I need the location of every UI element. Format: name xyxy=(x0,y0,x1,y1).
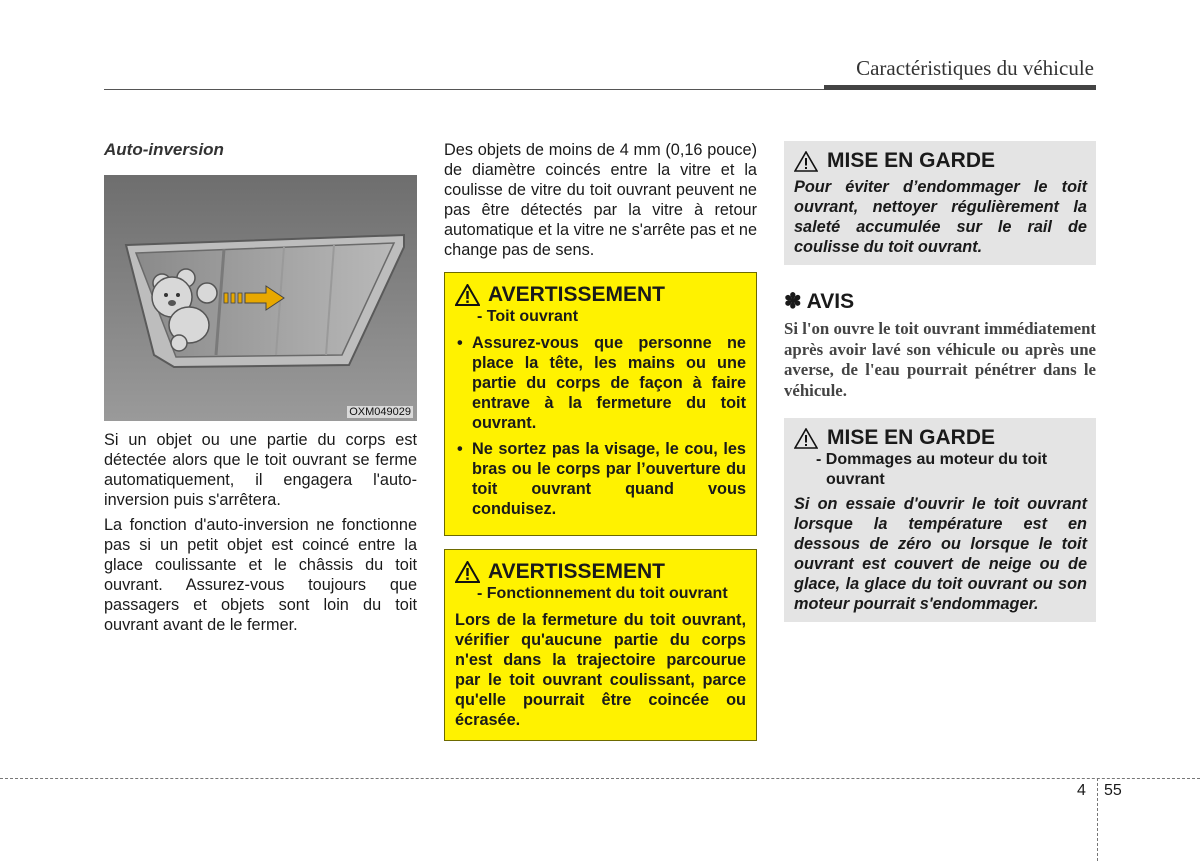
caution-triangle-icon xyxy=(794,151,818,172)
list-item: • Assurez-vous que personne ne place la tête, les mains ou une partie du corps de façon à faire entrave à la fermeture du toit ouvrant. xyxy=(455,333,746,433)
warning-title: AVERTISSEMENT xyxy=(488,560,665,583)
intro-paragraph: Des objets de moins de 4 mm (0,16 pouce) de diamètre coincés entre la vitre et la coulisse de vitre du toit ouvrant peuvent ne pas être détectés par la vitre à retour automatique et la vitre ne s'arrête pas et ne change pas de sens. xyxy=(444,141,757,259)
notice-heading: ✽ AVIS xyxy=(784,290,855,313)
warning-box-sunroof xyxy=(444,272,757,536)
left-column xyxy=(104,140,417,635)
caution-subtitle: - Dommages au moteur du toit ouvrant xyxy=(816,451,1048,488)
caution-box-cleaning xyxy=(784,141,1096,265)
caution-body: Si on essaie d'ouvrir le toit ouvrant lorsque la température est en dessous de zéro ou lorsque le toit ouvrant est couvert de neige ou de glace, la glace du toit ouvrant ou son moteur pourrait s'endommager. xyxy=(794,495,1087,613)
right-column xyxy=(784,141,1096,622)
warning-bullet-list xyxy=(455,333,746,519)
middle-column xyxy=(444,140,757,741)
warning-subtitle: - Fonctionnement du toit ouvrant xyxy=(477,585,728,602)
footer-divider xyxy=(0,778,1200,779)
warning-triangle-icon xyxy=(455,561,480,583)
header-rule-accent xyxy=(824,85,1096,90)
list-item: • Ne sortez pas la visage, le cou, les bras ou le corps par l’ouverture du toit ouvrant quand vous conduisez. xyxy=(455,439,746,519)
page-number: 55 xyxy=(1104,782,1122,799)
figure-code: OXM049029 xyxy=(349,406,411,418)
warning-triangle-icon xyxy=(455,284,480,306)
chapter-number: 4 xyxy=(1077,782,1086,799)
caution-box-motor xyxy=(784,418,1096,622)
caution-title: MISE EN GARDE xyxy=(827,149,996,172)
warning-subtitle: - Toit ouvrant xyxy=(477,308,579,325)
section-heading: Auto-inversion xyxy=(104,140,224,159)
caution-triangle-icon xyxy=(794,428,818,449)
body-paragraph: La fonction d'auto-inversion ne fonctionne pas si un petit objet est coincé entre la glace coulissante et le châssis du toit ouvrant. Assurez-vous toujours que passagers et objets sont loin du toit ouvrant avant de le fermer. xyxy=(104,516,417,634)
notice-body: Si l'on ouvre le toit ouvrant immédiatement après avoir lavé son véhicule ou après une averse, de l'eau pourrait pénétrer dans le véhicule. xyxy=(784,319,1096,400)
caution-title: MISE EN GARDE xyxy=(827,426,996,449)
footer-vertical-divider xyxy=(1097,778,1098,861)
warning-box-operation xyxy=(444,549,757,741)
caution-body: Pour éviter d’endommager le toit ouvrant, nettoyer régulièrement la saleté accumulée sur le rail de coulisse du toit ouvrant. xyxy=(794,178,1087,256)
body-paragraph: Si un objet ou une partie du corps est détectée alors que le toit ouvrant se ferme automatiquement, il engagera l'auto-inversion puis s'arrêtera. xyxy=(104,431,417,509)
page-header-title: Caractéristiques du véhicule xyxy=(856,56,1094,80)
warning-title: AVERTISSEMENT xyxy=(488,283,665,306)
warning-body: Lors de la fermeture du toit ouvrant, vérifier qu'aucune partie du corps n'est dans la trajectoire parcourue par le toit ouvrant coulissant, parce qu'elle pourrait être coincée ou écrasée. xyxy=(455,611,746,729)
sunroof-illustration xyxy=(104,175,417,421)
